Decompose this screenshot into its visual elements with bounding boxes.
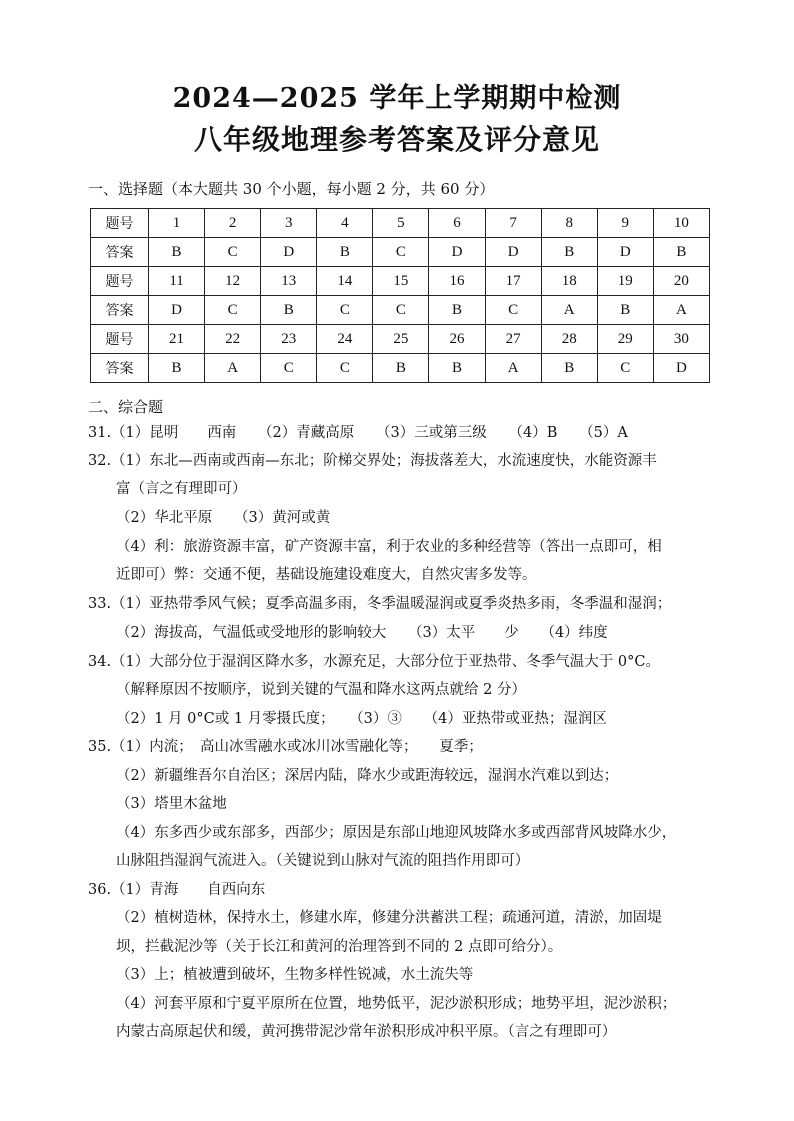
table-cell: B bbox=[373, 354, 429, 383]
answer-line-35d: （4）东多西少或东部多，西部少；原因是东部山地迎风坡降水多或西部背风坡降水少， bbox=[116, 825, 677, 841]
table-cell: C bbox=[317, 354, 373, 383]
table-cell: A bbox=[541, 296, 597, 325]
table-cell: 22 bbox=[205, 325, 261, 354]
answer-line-32c-cont: 近即可）弊：交通不便，基础设施建设难度大，自然灾害多发等。 bbox=[116, 567, 537, 583]
table-cell: 24 bbox=[317, 325, 373, 354]
answer-line-35a: 35.（1）内流； 高山冰雪融水或冰川冰雪融化等； 夏季； bbox=[88, 739, 483, 755]
table-cell: 10 bbox=[653, 209, 709, 238]
table-cell: 25 bbox=[373, 325, 429, 354]
table-cell: B bbox=[429, 296, 485, 325]
table-cell: 7 bbox=[485, 209, 541, 238]
section-heading-choice: 一、选择题（本大题共 30 个小题，每小题 2 分，共 60 分） bbox=[88, 180, 495, 198]
row-label: 题号 bbox=[91, 267, 149, 296]
table-cell: B bbox=[541, 354, 597, 383]
table-row bbox=[91, 296, 710, 325]
table-cell: 16 bbox=[429, 267, 485, 296]
table-cell: B bbox=[541, 238, 597, 267]
table-cell: 5 bbox=[373, 209, 429, 238]
answer-line-32a-cont: 富（言之有理即可） bbox=[116, 481, 247, 497]
table-cell: D bbox=[485, 238, 541, 267]
table-cell: D bbox=[597, 238, 653, 267]
table-cell: B bbox=[653, 238, 709, 267]
table-cell: 1 bbox=[149, 209, 205, 238]
table-cell: 20 bbox=[653, 267, 709, 296]
table-cell: A bbox=[205, 354, 261, 383]
section-heading-comprehensive: 二、综合题 bbox=[88, 398, 164, 416]
row-label: 答案 bbox=[91, 354, 149, 383]
answer-line-32c: （4）利：旅游资源丰富，矿产资源丰富，利于农业的多种经营等（答出一点即可，相 bbox=[116, 539, 662, 555]
table-cell: B bbox=[261, 296, 317, 325]
table-cell: C bbox=[373, 238, 429, 267]
answer-line-32b: （2）华北平原 （3）黄河或黄 bbox=[116, 510, 331, 526]
answer-table bbox=[90, 208, 710, 383]
table-cell: 9 bbox=[597, 209, 653, 238]
table-cell: C bbox=[205, 238, 261, 267]
table-cell: 14 bbox=[317, 267, 373, 296]
table-row bbox=[91, 238, 710, 267]
table-cell: C bbox=[261, 354, 317, 383]
table-cell: C bbox=[205, 296, 261, 325]
table-row bbox=[91, 267, 710, 296]
answer-line-34a-note: （解释原因不按顺序，说到关键的气温和降水这两点就给 2 分） bbox=[116, 682, 526, 698]
table-cell: B bbox=[149, 238, 205, 267]
answer-line-36b: （2）植树造林，保持水土，修建水库，修建分洪蓄洪工程；疏通河道，清淤，加固堤 bbox=[116, 910, 662, 926]
answer-line-31: 31.（1）昆明 西南 （2）青藏高原 （3）三或第三级 （4）B （5）A bbox=[88, 425, 628, 441]
answer-line-33b: （2）海拔高，气温低或受地形的影响较大 （3）太平 少 （4）纬度 bbox=[116, 625, 608, 641]
table-cell: 12 bbox=[205, 267, 261, 296]
table-cell: 18 bbox=[541, 267, 597, 296]
page-title: 2024—2025 学年上学期期中检测 bbox=[172, 83, 622, 114]
table-cell: 21 bbox=[149, 325, 205, 354]
table-cell: 8 bbox=[541, 209, 597, 238]
row-label: 答案 bbox=[91, 296, 149, 325]
table-cell: D bbox=[149, 296, 205, 325]
answer-line-32a: 32.（1）东北—西南或西南—东北；阶梯交界处；海拔落差大，水流速度快，水能资源丰 bbox=[88, 453, 657, 469]
row-label: 题号 bbox=[91, 209, 149, 238]
table-cell: 3 bbox=[261, 209, 317, 238]
table-cell: B bbox=[317, 238, 373, 267]
table-cell: D bbox=[261, 238, 317, 267]
answer-line-33a: 33.（1）亚热带季风气候；夏季高温多雨，冬季温暖湿润或夏季炎热多雨，冬季温和湿润； bbox=[88, 596, 672, 612]
answer-line-36b-cont: 坝，拦截泥沙等（关于长江和黄河的治理答到不同的 2 点即可给分）。 bbox=[116, 939, 563, 955]
table-cell: 17 bbox=[485, 267, 541, 296]
table-cell: D bbox=[429, 238, 485, 267]
table-cell: 2 bbox=[205, 209, 261, 238]
answer-line-36d: （4）河套平原和宁夏平原所在位置，地势低平，泥沙淤积形成；地势平坦，泥沙淤积； bbox=[116, 996, 677, 1012]
table-cell: 11 bbox=[149, 267, 205, 296]
answer-line-36c: （3）上；植被遭到破坏，生物多样性锐减，水土流失等 bbox=[116, 967, 474, 983]
table-cell: A bbox=[653, 296, 709, 325]
answer-line-36a: 36.（1）青海 自西向东 bbox=[88, 882, 266, 898]
answer-line-35b: （2）新疆维吾尔自治区；深居内陆，降水少或距海较远，湿润水汽难以到达； bbox=[116, 768, 619, 784]
answer-line-36d-cont: 内蒙古高原起伏和缓，黄河携带泥沙常年淤积形成冲积平原。（言之有理即可） bbox=[116, 1024, 617, 1040]
table-cell: C bbox=[485, 296, 541, 325]
table-row bbox=[91, 209, 710, 238]
table-cell: B bbox=[597, 296, 653, 325]
table-cell: 19 bbox=[597, 267, 653, 296]
table-cell: C bbox=[317, 296, 373, 325]
table-row bbox=[91, 325, 710, 354]
table-cell: 15 bbox=[373, 267, 429, 296]
table-cell: 26 bbox=[429, 325, 485, 354]
table-cell: 30 bbox=[653, 325, 709, 354]
table-cell: C bbox=[373, 296, 429, 325]
answer-line-34a: 34.（1）大部分位于湿润区降水多，水源充足，大部分位于亚热带、冬季气温大于 0°C。 bbox=[88, 654, 660, 670]
table-cell: 27 bbox=[485, 325, 541, 354]
table-cell: B bbox=[429, 354, 485, 383]
table-cell: 23 bbox=[261, 325, 317, 354]
table-cell: 4 bbox=[317, 209, 373, 238]
table-cell: D bbox=[653, 354, 709, 383]
table-row bbox=[91, 354, 710, 383]
table-cell: 6 bbox=[429, 209, 485, 238]
table-cell: C bbox=[597, 354, 653, 383]
table-cell: A bbox=[485, 354, 541, 383]
table-cell: 29 bbox=[597, 325, 653, 354]
page-subtitle: 八年级地理参考答案及评分意见 bbox=[193, 123, 600, 156]
table-cell: 13 bbox=[261, 267, 317, 296]
row-label: 题号 bbox=[91, 325, 149, 354]
answer-line-35c: （3）塔里木盆地 bbox=[116, 796, 227, 812]
table-cell: 28 bbox=[541, 325, 597, 354]
row-label: 答案 bbox=[91, 238, 149, 267]
answer-line-35d-cont: 山脉阻挡湿润气流进入。（关键说到山脉对气流的阻挡作用即可） bbox=[116, 853, 530, 869]
answer-line-34b: （2）1 月 0°C或 1 月零摄氏度； （3）③ （4）亚热带或亚热；湿润区 bbox=[116, 711, 607, 727]
table-cell: B bbox=[149, 354, 205, 383]
